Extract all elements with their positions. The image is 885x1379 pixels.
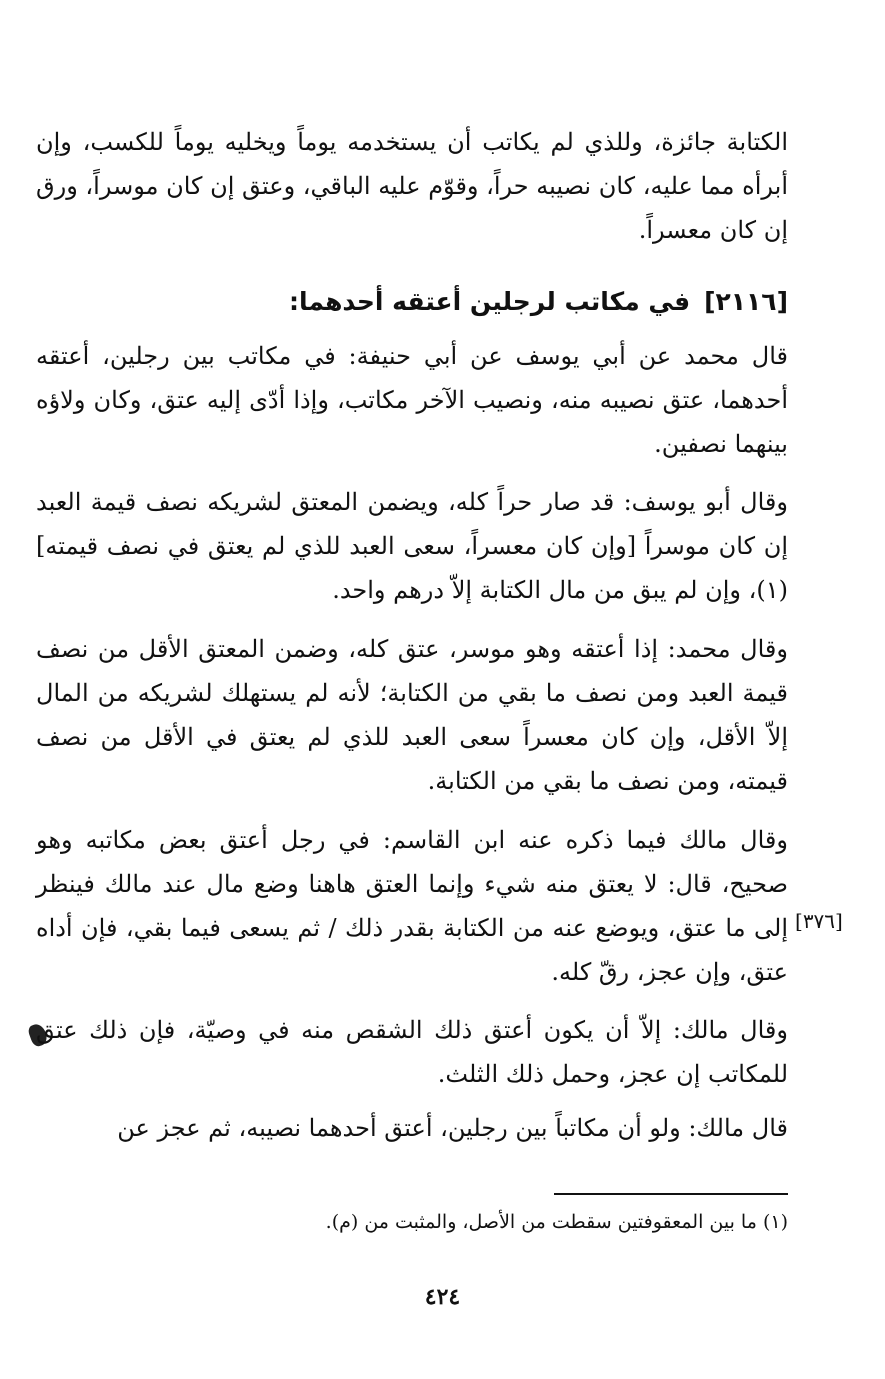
paragraph-6: وقال مالك: إلاّ أن يكون أعتق ذلك الشقص منه في وصيّة، فإن ذلك عتق للمكاتب إن عجز، وحمل ذلك الثلث.	[36, 1016, 788, 1088]
margin-page-reference: [٣٧٦]	[795, 909, 843, 933]
footnote: (١) ما بين المعقوفتين سقطت من الأصل، والمثبت من (م).	[325, 1211, 788, 1233]
paragraph-1: الكتابة جائزة، وللذي لم يكاتب أن يستخدمه يوماً ويخليه يوماً للكسب، وإن أبرأه مما عليه، كان نصيبه حراً، وقوّم عليه الباقي، وعتق إن كان موسراً، ورق إن كان معسراً.	[36, 128, 789, 244]
section-heading	[36, 282, 788, 322]
paragraph-2: قال محمد عن أبي يوسف عن أبي حنيفة: في مكاتب بين رجلين، أعتقه أحدهما، عتق نصيبه منه، ونصيب الآخر مكاتب، وإذا أدّى إليه عتق، وكان ولاؤه بينهما نصفين.	[36, 342, 788, 458]
paragraph-block-6	[36, 1008, 788, 1096]
paragraph-5: وقال مالك فيما ذكره عنه ابن القاسم: في رجل أعتق بعض مكاتبه وهو صحيح، قال: لا يعتق منه شيء وإنما العتق هاهنا وضع مال عند مالك فينظر إلى ما عتق، ويوضع عنه من الكتابة بقدر ذلك / ثم يسعى فيما بقي، فإن أداه عتق، وإن عجز، رقّ كله.	[36, 826, 789, 986]
section-title: في مكاتب لرجلين أعتقه أحدهما:	[288, 287, 691, 316]
page-number: ٤٢٤	[424, 1284, 461, 1310]
section-number: [٢١١٦]	[704, 287, 788, 316]
paragraph-block-2	[36, 334, 788, 466]
paragraph-4: وقال محمد: إذا أعتقه وهو موسر، عتق كله، وضمن المعتق الأقل من نصف قيمة العبد ومن نصف ما بقي من الكتابة؛ لأنه لم يستهلك لشريكه من المال إلاّ الأقل، وإن كان معسراً سعى العبد للذي لم يعتق في الأقل من نصف قيمته، ومن نصف ما بقي من الكتابة.	[36, 635, 788, 795]
paragraph-block-3	[36, 480, 788, 612]
footnote-divider	[554, 1193, 788, 1195]
paragraph-7: قال مالك: ولو أن مكاتباً بين رجلين، أعتق أحدهما نصيبه، ثم عجز عن	[117, 1114, 788, 1142]
paragraph-block-7	[36, 1106, 788, 1150]
text-block-top	[36, 120, 788, 252]
paragraph-block-5	[36, 818, 788, 994]
paragraph-block-4	[36, 627, 788, 803]
paragraph-3: وقال أبو يوسف: قد صار حراً كله، ويضمن المعتق لشريكه نصف قيمة العبد إن كان موسراً [وإن كان معسراً، سعى العبد للذي لم يعتق في نصف قيمته](١)، وإن لم يبق من مال الكتابة إلاّ درهم واحد.	[36, 488, 788, 604]
